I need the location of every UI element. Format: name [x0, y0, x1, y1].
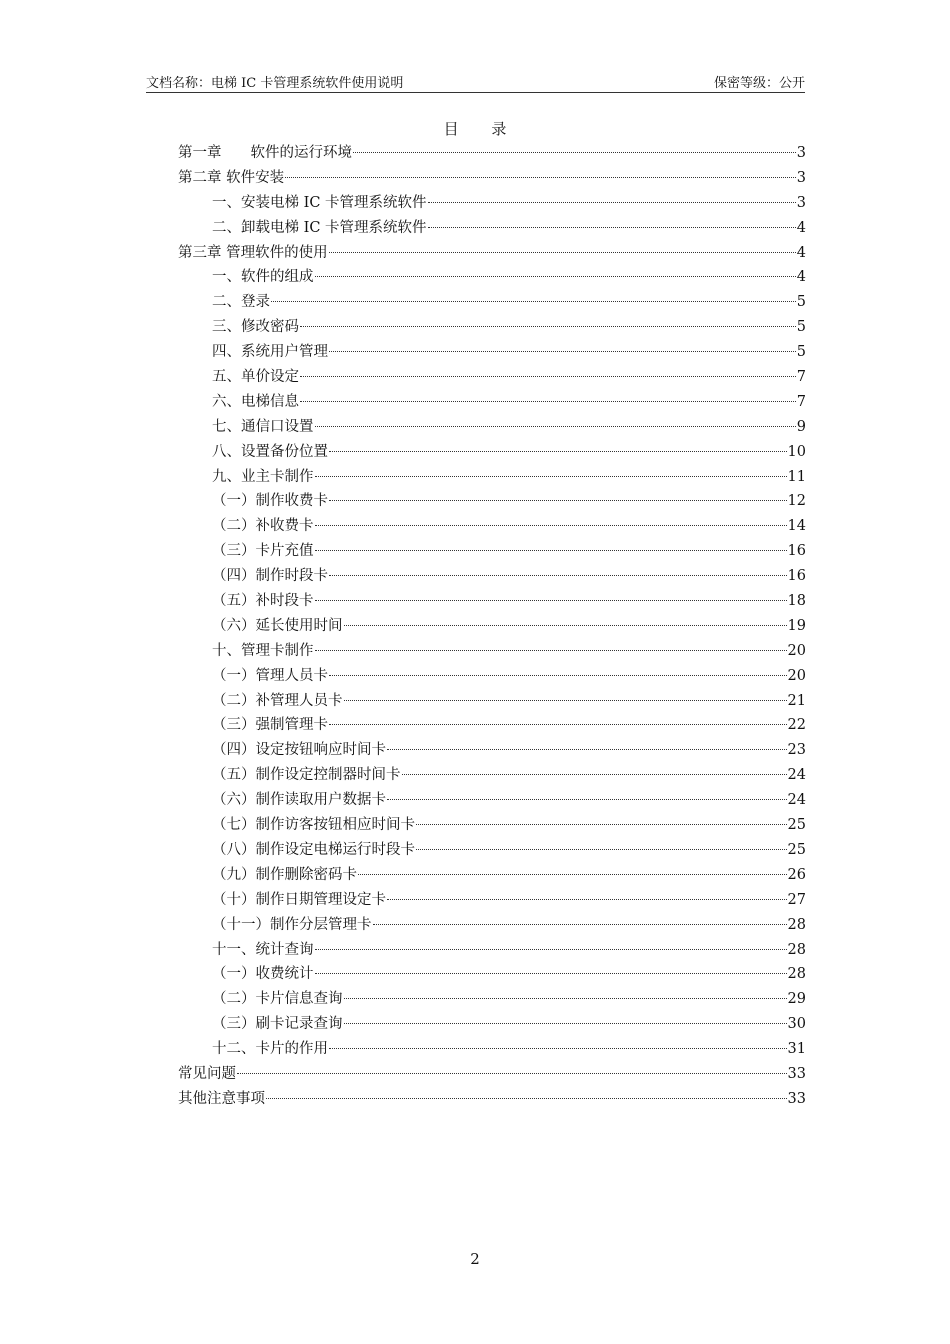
toc-entry-page: 31 [787, 1041, 806, 1058]
toc-entry-page: 28 [787, 966, 806, 983]
toc-entry-label: （一）收费统计 [212, 966, 314, 983]
toc-entry[interactable] [178, 738, 806, 763]
toc-leader-dots [329, 252, 796, 253]
toc-entry-label: （十）制作日期管理设定卡 [212, 891, 386, 908]
toc-leader-dots [344, 625, 787, 626]
toc-leader-dots [315, 525, 787, 526]
toc-entry-page: 24 [787, 792, 806, 809]
toc-leader-dots [315, 600, 787, 601]
toc-entry-page: 22 [787, 717, 806, 734]
toc-entry-page: 7 [796, 369, 806, 386]
toc-entry-label: （三）刷卡记录查询 [212, 1016, 343, 1033]
toc-leader-dots [300, 401, 796, 402]
toc-entry[interactable] [178, 639, 806, 664]
toc-entry-label: 第三章 管理软件的使用 [178, 244, 328, 261]
toc-entry-label: （九）制作删除密码卡 [212, 866, 357, 883]
toc-entry-label: 十、管理卡制作 [212, 642, 314, 659]
page-header [146, 70, 805, 93]
toc-entry[interactable] [178, 141, 806, 166]
toc-leader-dots [315, 276, 796, 277]
toc-leader-dots [237, 1073, 787, 1074]
toc-entry-label: 十一、统计查询 [212, 941, 314, 958]
toc-entry-label: 第二章 软件安装 [178, 169, 285, 186]
toc-entry-page: 11 [787, 468, 806, 485]
toc-entry-label: 八、设置备份位置 [212, 443, 328, 460]
toc-entry-label: 三、修改密码 [212, 319, 299, 336]
toc-title: 目 录 [443, 120, 521, 138]
toc-entry-label: （六）制作读取用户数据卡 [212, 792, 386, 809]
toc-entry-page: 19 [787, 617, 806, 634]
toc-entry[interactable] [178, 1037, 806, 1062]
toc-leader-dots [387, 749, 787, 750]
toc-entry[interactable] [178, 589, 806, 614]
toc-entry-label: 七、通信口设置 [212, 418, 314, 435]
toc-entry-page: 27 [787, 891, 806, 908]
table-of-contents [178, 141, 806, 1112]
toc-entry[interactable] [178, 987, 806, 1012]
toc-entry-label: 二、登录 [212, 294, 270, 311]
toc-entry[interactable] [178, 888, 806, 913]
toc-leader-dots [329, 500, 787, 501]
toc-entry[interactable] [178, 265, 806, 290]
toc-leader-dots [416, 849, 787, 850]
toc-entry-label: 五、单价设定 [212, 369, 299, 386]
toc-entry-label: 九、业主卡制作 [212, 468, 314, 485]
document-name: 文档名称：电梯 IC 卡管理系统软件使用说明 [146, 76, 404, 91]
toc-entry-page: 24 [787, 767, 806, 784]
toc-entry-label: （四）设定按钮响应时间卡 [212, 742, 386, 759]
toc-entry-label: 二、卸载电梯 IC 卡管理系统软件 [212, 219, 427, 236]
toc-leader-dots [329, 675, 787, 676]
toc-entry-page: 18 [787, 593, 806, 610]
toc-entry[interactable] [178, 365, 806, 390]
toc-entry-page: 30 [787, 1016, 806, 1033]
toc-entry-page: 28 [787, 941, 806, 958]
toc-entry-label: 一、软件的组成 [212, 269, 314, 286]
toc-leader-dots [266, 1098, 787, 1099]
toc-entry[interactable] [178, 191, 806, 216]
toc-entry[interactable] [178, 216, 806, 241]
toc-entry[interactable] [178, 1012, 806, 1037]
toc-entry-page: 33 [787, 1065, 806, 1082]
toc-entry-page: 4 [796, 219, 806, 236]
toc-entry[interactable] [178, 838, 806, 863]
toc-leader-dots [416, 824, 787, 825]
toc-entry-label: （六）延长使用时间 [212, 617, 343, 634]
toc-entry-page: 3 [796, 145, 806, 161]
toc-entry[interactable] [178, 788, 806, 813]
toc-entry-label: （一）管理人员卡 [212, 667, 328, 684]
toc-entry-label: 六、电梯信息 [212, 393, 299, 410]
toc-entry[interactable] [178, 514, 806, 539]
toc-entry-page: 26 [787, 866, 806, 883]
toc-leader-dots [315, 426, 796, 427]
toc-entry-page: 33 [787, 1090, 806, 1107]
toc-entry-label: （三）卡片充值 [212, 543, 314, 560]
toc-entry[interactable] [178, 1087, 806, 1112]
toc-entry[interactable] [178, 166, 806, 191]
toc-entry-page: 4 [796, 244, 806, 261]
toc-leader-dots [329, 451, 787, 452]
toc-leader-dots [285, 177, 796, 178]
toc-leader-dots [353, 152, 796, 153]
toc-entry-label: 第一章 软件的运行环境 [178, 145, 352, 161]
toc-entry-label: 常见问题 [178, 1065, 236, 1082]
page-number: 2 [470, 1250, 480, 1268]
toc-entry-page: 28 [787, 916, 806, 933]
toc-entry[interactable] [178, 863, 806, 888]
toc-entry-page: 23 [787, 742, 806, 759]
toc-entry-label: （八）制作设定电梯运行时段卡 [212, 841, 415, 858]
toc-leader-dots [428, 202, 796, 203]
toc-entry-label: （五）补时段卡 [212, 593, 314, 610]
toc-leader-dots [315, 550, 787, 551]
toc-entry-page: 29 [787, 991, 806, 1008]
toc-entry[interactable] [178, 539, 806, 564]
toc-entry[interactable] [178, 938, 806, 963]
toc-entry[interactable] [178, 913, 806, 938]
toc-entry-page: 20 [787, 667, 806, 684]
toc-entry-label: （二）卡片信息查询 [212, 991, 343, 1008]
toc-leader-dots [358, 874, 787, 875]
toc-entry-page: 21 [787, 692, 806, 709]
toc-entry-label: （七）制作访客按钮相应时间卡 [212, 817, 415, 834]
toc-entry[interactable] [178, 813, 806, 838]
toc-entry[interactable] [178, 713, 806, 738]
toc-leader-dots [315, 476, 787, 477]
toc-entry-page: 16 [787, 543, 806, 560]
toc-entry-page: 3 [796, 194, 806, 211]
toc-leader-dots [402, 774, 787, 775]
toc-entry-page: 25 [787, 817, 806, 834]
toc-entry-label: （二）补管理人员卡 [212, 692, 343, 709]
toc-entry-page: 10 [787, 443, 806, 460]
toc-entry-page: 3 [796, 169, 806, 186]
toc-leader-dots [387, 799, 787, 800]
toc-leader-dots [271, 301, 796, 302]
toc-entry-label: 一、安装电梯 IC 卡管理系统软件 [212, 194, 427, 211]
toc-entry[interactable] [178, 465, 806, 490]
toc-entry[interactable] [178, 564, 806, 589]
toc-leader-dots [344, 998, 787, 999]
toc-leader-dots [329, 724, 787, 725]
toc-entry-label: （三）强制管理卡 [212, 717, 328, 734]
toc-leader-dots [373, 924, 787, 925]
security-level: 保密等级：公开 [713, 76, 805, 91]
toc-leader-dots [344, 700, 787, 701]
toc-leader-dots [387, 899, 787, 900]
toc-entry-label: 十二、卡片的作用 [212, 1041, 328, 1058]
toc-entry[interactable] [178, 340, 806, 365]
toc-entry-page: 25 [787, 841, 806, 858]
toc-entry[interactable] [178, 440, 806, 465]
toc-entry-page: 16 [787, 568, 806, 585]
toc-entry-label: 其他注意事项 [178, 1090, 265, 1107]
toc-entry-label: （十一）制作分层管理卡 [212, 916, 372, 933]
toc-entry-page: 5 [796, 319, 806, 336]
toc-entry-label: （五）制作设定控制器时间卡 [212, 767, 401, 784]
toc-entry[interactable] [178, 962, 806, 987]
toc-entry[interactable] [178, 689, 806, 714]
toc-entry-page: 9 [796, 418, 806, 435]
toc-entry-page: 5 [796, 344, 806, 361]
toc-leader-dots [329, 1048, 787, 1049]
toc-entry[interactable] [178, 315, 806, 340]
toc-leader-dots [300, 376, 796, 377]
toc-entry[interactable] [178, 290, 806, 315]
toc-entry[interactable] [178, 763, 806, 788]
toc-entry-label: 四、系统用户管理 [212, 344, 328, 361]
toc-leader-dots [344, 1023, 787, 1024]
toc-leader-dots [315, 973, 787, 974]
toc-leader-dots [315, 949, 787, 950]
toc-leader-dots [329, 351, 796, 352]
toc-entry-page: 4 [796, 269, 806, 286]
toc-entry[interactable] [178, 1062, 806, 1087]
toc-entry[interactable] [178, 664, 806, 689]
toc-entry-label: （二）补收费卡 [212, 518, 314, 535]
toc-leader-dots [329, 575, 787, 576]
toc-leader-dots [315, 650, 787, 651]
toc-entry[interactable] [178, 614, 806, 639]
toc-leader-dots [428, 227, 796, 228]
toc-entry[interactable] [178, 241, 806, 266]
toc-leader-dots [300, 326, 796, 327]
toc-entry[interactable] [178, 489, 806, 514]
toc-entry-label: （一）制作收费卡 [212, 493, 328, 510]
toc-entry-page: 5 [796, 294, 806, 311]
toc-entry[interactable] [178, 415, 806, 440]
toc-entry[interactable] [178, 390, 806, 415]
toc-entry-page: 7 [796, 393, 806, 410]
toc-entry-label: （四）制作时段卡 [212, 568, 328, 585]
toc-entry-page: 14 [787, 518, 806, 535]
toc-entry-page: 12 [787, 493, 806, 510]
toc-entry-page: 20 [787, 642, 806, 659]
